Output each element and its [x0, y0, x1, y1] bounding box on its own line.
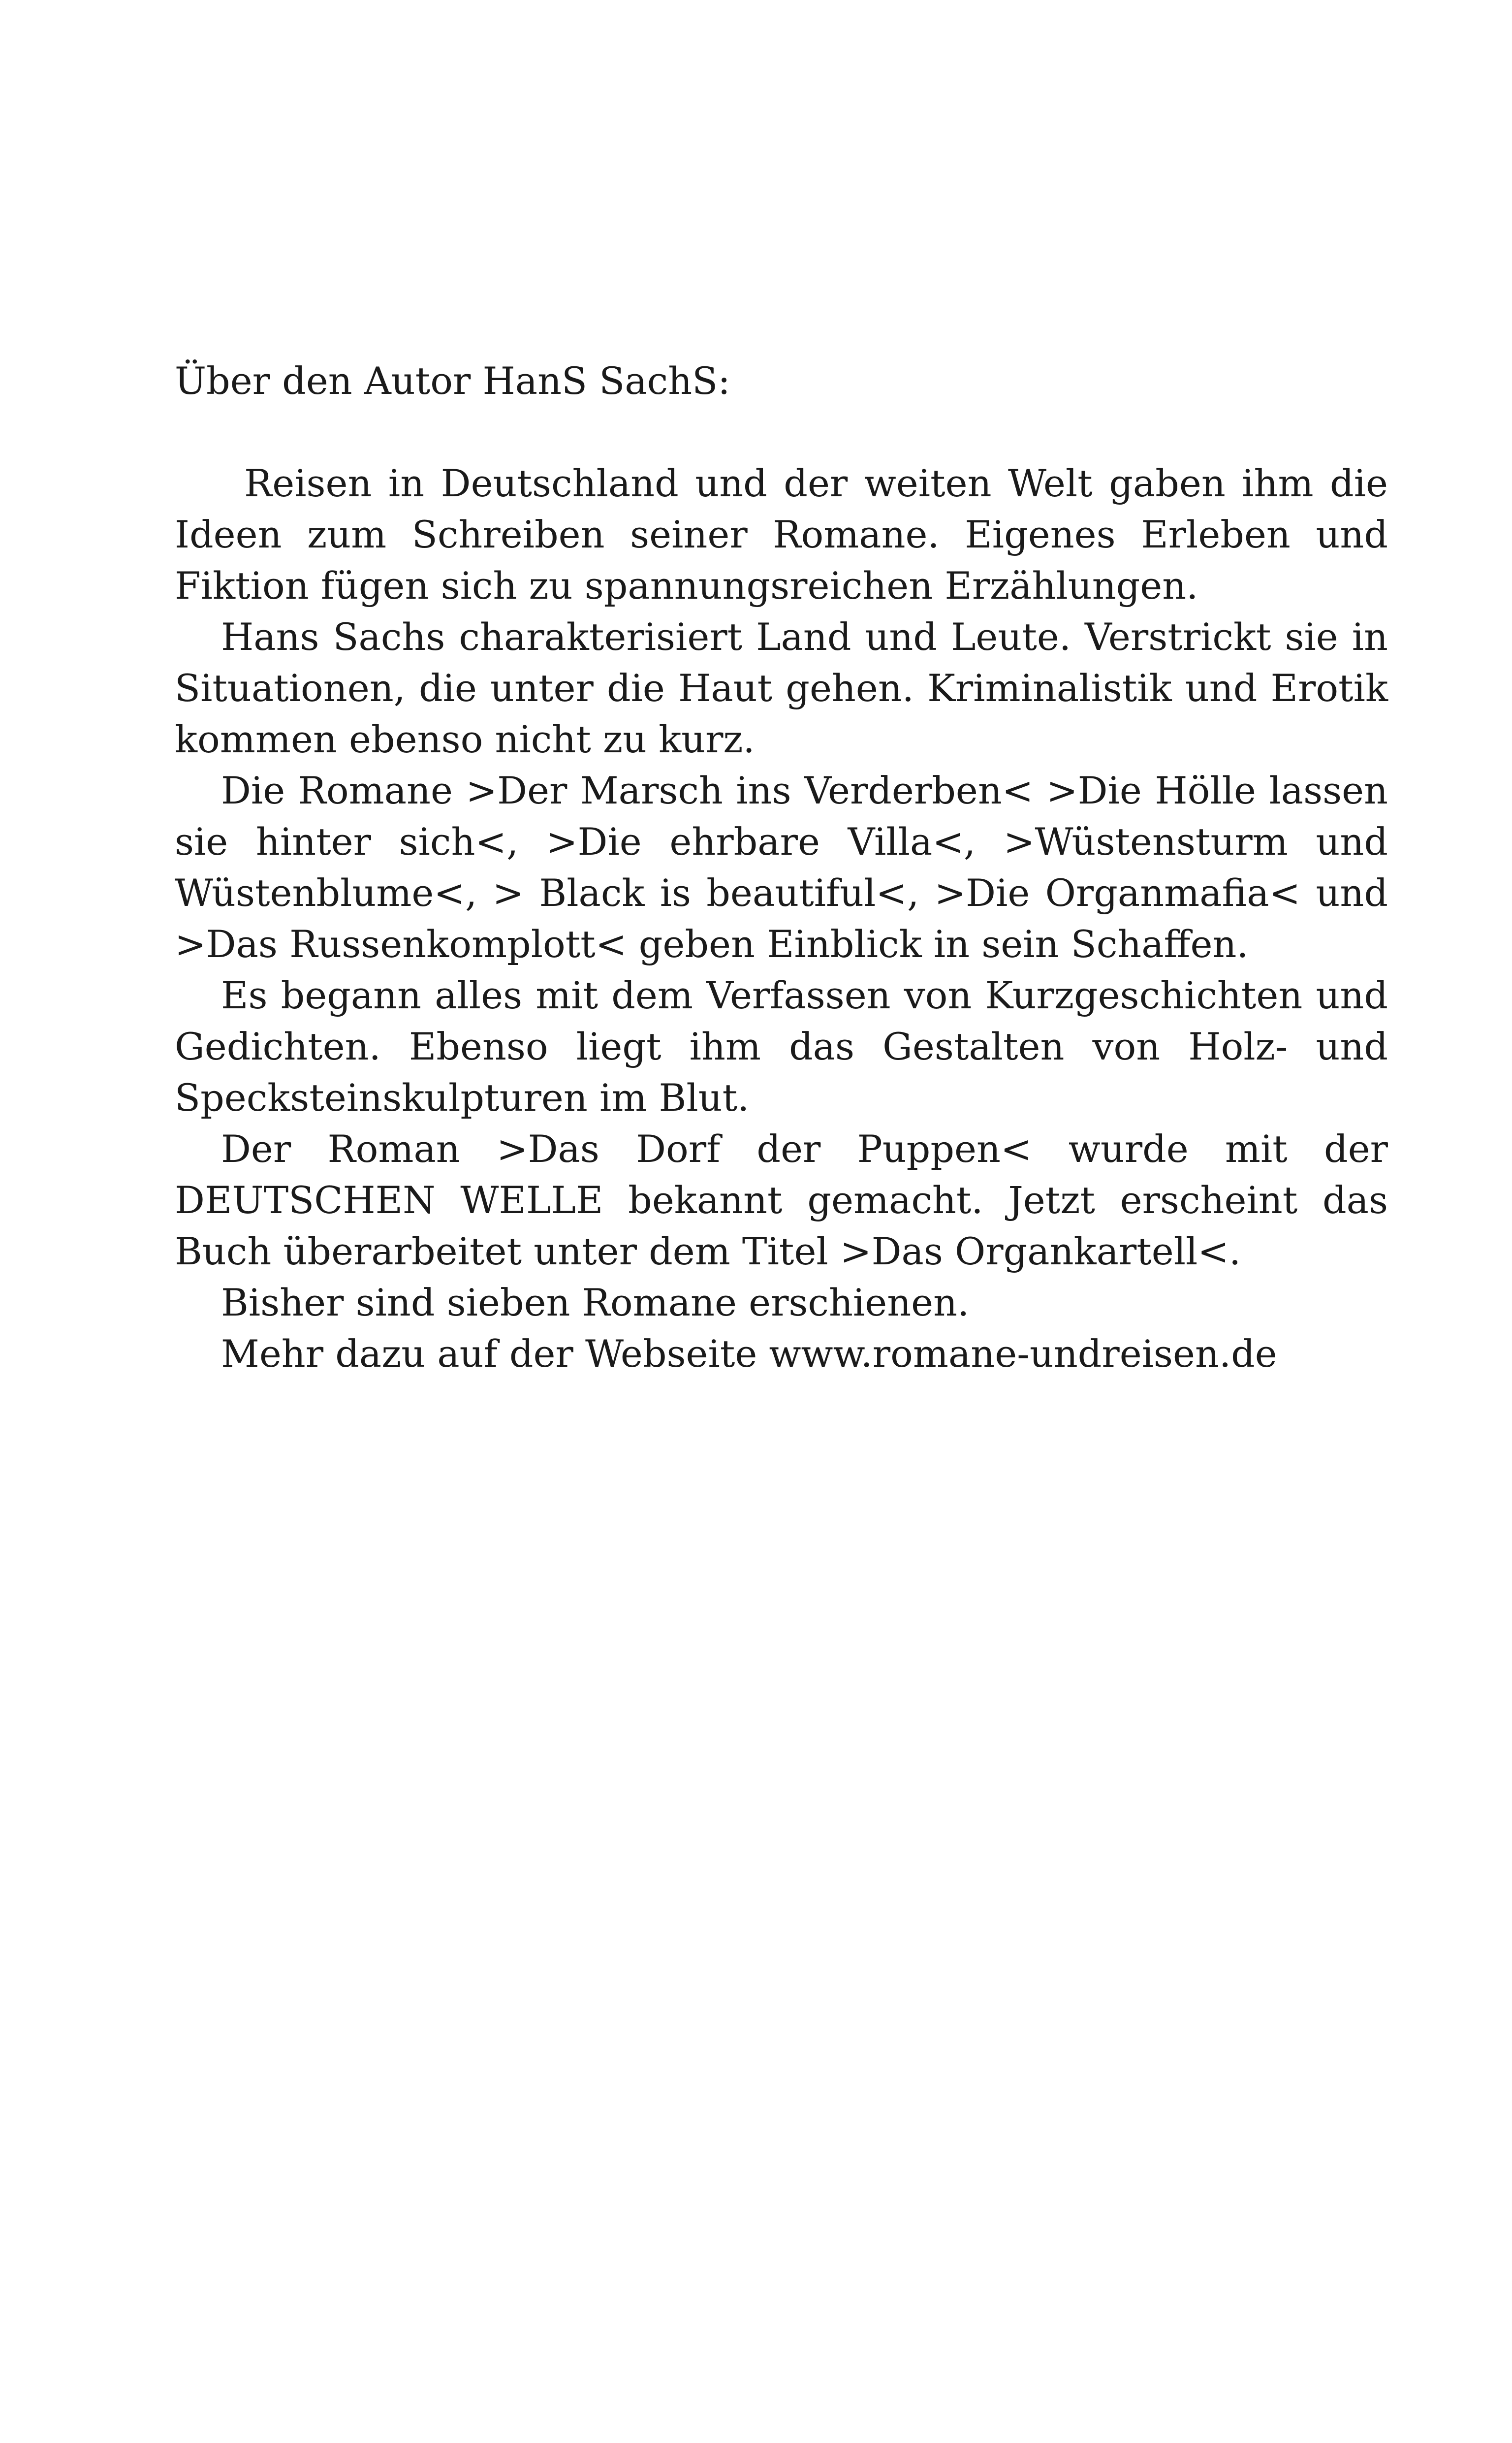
bio-paragraph-characters: Hans Sachs charakterisiert Land und Leute. Verstrickt sie in Situationen, die unter die Haut gehen. Kriminalistik und Erotik kommen ebenso nicht zu kurz. [175, 615, 1388, 761]
bio-paragraph-deutsche-welle: Der Roman >Das Dorf der Puppen< wurde mit der DEUTSCHEN WELLE bekannt gemacht. Jetzt erscheint das Buch überarbeitet unter dem Titel >Das Organkartell<. [175, 1127, 1388, 1273]
bio-paragraph-count: Bisher sind sieben Romane erschienen. [221, 1281, 970, 1324]
bio-paragraph-travel: Reisen in Deutschland und der weiten Welt gaben ihm die Ideen zum Schreiben seiner Romane. Eigenes Erleben und Fiktion fügen sich zu spannungsreichen Erzählungen. [175, 461, 1388, 608]
author-bio [175, 355, 1388, 1380]
bio-paragraph-website: Mehr dazu auf der Webseite www.romane-undreisen.de [221, 1332, 1277, 1376]
bio-paragraph-novels: Die Romane >Der Marsch ins Verderben< >Die Hölle lassen sie hinter sich<, >Die ehrbare Villa<, >Wüstensturm und Wüstenblume<, > Black is beautiful<, >Die Organmafia< und >Das Russenkomplott< geben Einblick in sein Schaffen. [175, 769, 1388, 966]
blank-line [175, 407, 1388, 458]
bio-heading: Über den Autor HanS SachS: [175, 359, 730, 403]
bio-paragraph-beginnings: Es begann alles mit dem Verfassen von Kurzgeschichten und Gedichten. Ebenso liegt ihm das Gestalten von Holz- und Specksteinskulpturen im Blut. [175, 973, 1388, 1120]
